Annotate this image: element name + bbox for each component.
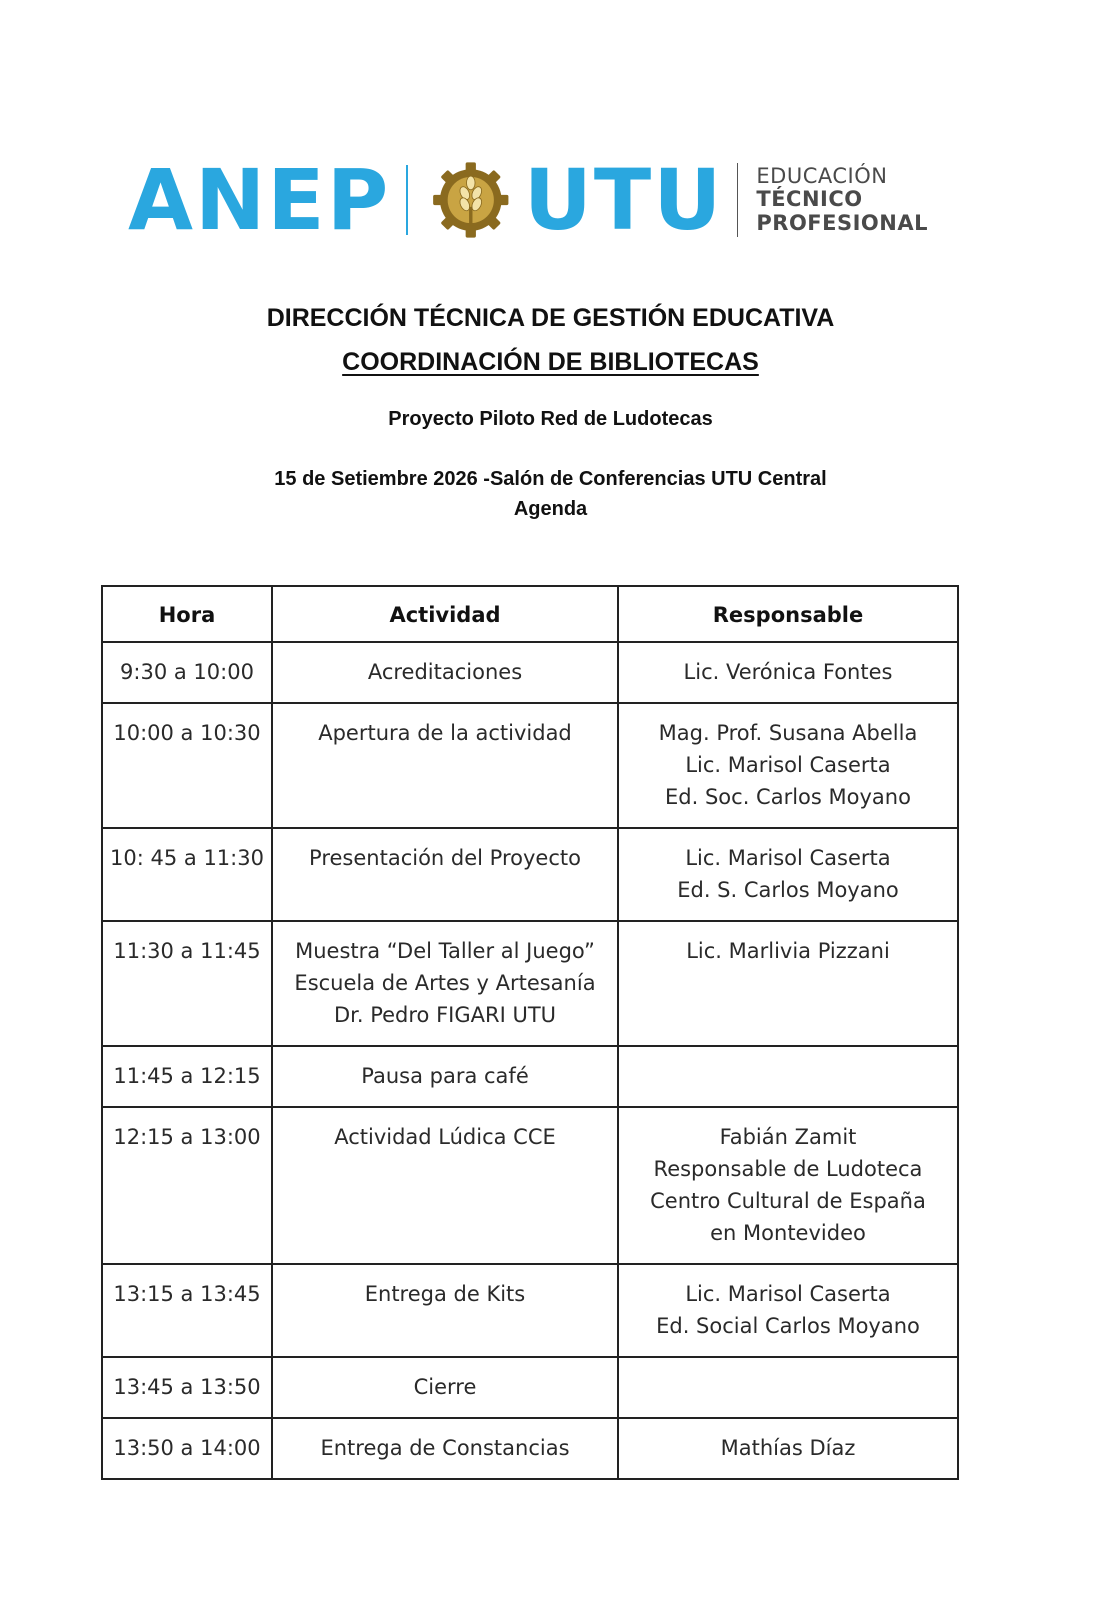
column-header-actividad: Actividad bbox=[272, 586, 618, 642]
actividad-line: Presentación del Proyecto bbox=[309, 846, 581, 870]
agenda-title: Agenda bbox=[513, 498, 588, 520]
tagline-line-3: PROFESIONAL bbox=[756, 210, 928, 235]
cell-hora: 9:30 a 10:00 bbox=[102, 642, 272, 703]
table-row bbox=[102, 703, 958, 828]
cell-responsable bbox=[618, 1418, 958, 1479]
cell-hora: 10:00 a 10:30 bbox=[102, 703, 272, 828]
actividad-line: Pausa para café bbox=[361, 1064, 529, 1088]
logo-utu-text: UTU bbox=[523, 151, 724, 249]
actividad-line: Entrega de Constancias bbox=[320, 1436, 570, 1460]
actividad-line: Entrega de Kits bbox=[364, 1282, 526, 1306]
agenda-table-body bbox=[102, 642, 958, 1479]
logo bbox=[128, 150, 928, 250]
cell-responsable bbox=[618, 1357, 958, 1418]
cell-actividad bbox=[272, 1046, 618, 1107]
actividad-line: Dr. Pedro FIGARI UTU bbox=[333, 1003, 557, 1027]
responsable-line: Responsable de Ludoteca bbox=[653, 1157, 923, 1181]
event-date-venue: 15 de Setiembre 2026 -Salón de Conferencias UTU Central bbox=[274, 468, 827, 490]
cell-responsable bbox=[618, 1264, 958, 1357]
cell-hora: 13:15 a 13:45 bbox=[102, 1264, 272, 1357]
cell-actividad bbox=[272, 1107, 618, 1264]
cell-responsable bbox=[618, 1046, 958, 1107]
actividad-line: Apertura de la actividad bbox=[318, 721, 572, 745]
table-row bbox=[102, 1418, 958, 1479]
cell-hora: 12:15 a 13:00 bbox=[102, 1107, 272, 1264]
column-header-hora: Hora bbox=[102, 586, 272, 642]
responsable-line: Fabián Zamit bbox=[719, 1125, 857, 1149]
responsable-line: Ed. Soc. Carlos Moyano bbox=[665, 785, 911, 809]
table-row bbox=[102, 1357, 958, 1418]
cell-hora: 11:45 a 12:15 bbox=[102, 1046, 272, 1107]
table-row bbox=[102, 921, 958, 1046]
cell-responsable bbox=[618, 642, 958, 703]
cell-actividad bbox=[272, 1264, 618, 1357]
cell-actividad bbox=[272, 1418, 618, 1479]
responsable-line: Centro Cultural de España bbox=[650, 1189, 926, 1213]
cell-actividad bbox=[272, 828, 618, 921]
logo-tagline-divider bbox=[737, 163, 738, 237]
column-header-responsable: Responsable bbox=[618, 586, 958, 642]
responsable-line: en Montevideo bbox=[710, 1221, 866, 1245]
project-title: Proyecto Piloto Red de Ludotecas bbox=[388, 408, 713, 430]
cell-responsable bbox=[618, 703, 958, 828]
cell-actividad bbox=[272, 642, 618, 703]
tagline-line-1: EDUCACIÓN bbox=[756, 163, 888, 188]
department-title: DIRECCIÓN TÉCNICA DE GESTIÓN EDUCATIVA bbox=[266, 304, 835, 332]
actividad-line: Escuela de Artes y Artesanía bbox=[294, 971, 596, 995]
responsable-line: Mathías Díaz bbox=[720, 1436, 856, 1460]
cell-actividad bbox=[272, 703, 618, 828]
cell-hora: 10: 45 a 11:30 bbox=[102, 828, 272, 921]
actividad-line: Muestra “Del Taller al Juego” bbox=[295, 939, 595, 963]
cell-responsable bbox=[618, 921, 958, 1046]
cell-hora: 11:30 a 11:45 bbox=[102, 921, 272, 1046]
logo-divider bbox=[406, 165, 408, 235]
table-row bbox=[102, 1107, 958, 1264]
responsable-line: Lic. Verónica Fontes bbox=[683, 660, 893, 684]
actividad-line: Cierre bbox=[413, 1375, 477, 1399]
cell-responsable bbox=[618, 1107, 958, 1264]
responsable-line: Lic. Marisol Caserta bbox=[685, 1282, 891, 1306]
table-row bbox=[102, 828, 958, 921]
logo-tagline bbox=[756, 165, 928, 236]
tagline-line-2: TÉCNICO bbox=[756, 187, 863, 212]
cell-responsable bbox=[618, 828, 958, 921]
cell-actividad bbox=[272, 1357, 618, 1418]
logo-anep-text: ANEP bbox=[128, 151, 391, 249]
responsable-line: Mag. Prof. Susana Abella bbox=[658, 721, 918, 745]
responsable-line: Ed. Social Carlos Moyano bbox=[656, 1314, 920, 1338]
gear-wheat-emblem-icon bbox=[428, 155, 514, 245]
responsable-line: Lic. Marlivia Pizzani bbox=[686, 939, 890, 963]
responsable-line: Lic. Marisol Caserta bbox=[685, 753, 891, 777]
actividad-line: Acreditaciones bbox=[367, 660, 523, 684]
responsable-line: Ed. S. Carlos Moyano bbox=[677, 878, 899, 902]
cell-hora: 13:45 a 13:50 bbox=[102, 1357, 272, 1418]
table-row bbox=[102, 1046, 958, 1107]
cell-hora: 13:50 a 14:00 bbox=[102, 1418, 272, 1479]
agenda-table bbox=[101, 585, 959, 1480]
coordination-title: COORDINACIÓN DE BIBLIOTECAS bbox=[342, 348, 759, 376]
table-row bbox=[102, 642, 958, 703]
actividad-line: Actividad Lúdica CCE bbox=[334, 1125, 556, 1149]
cell-actividad bbox=[272, 921, 618, 1046]
responsable-line: Lic. Marisol Caserta bbox=[685, 846, 891, 870]
table-header-row bbox=[102, 586, 958, 642]
table-row bbox=[102, 1264, 958, 1357]
